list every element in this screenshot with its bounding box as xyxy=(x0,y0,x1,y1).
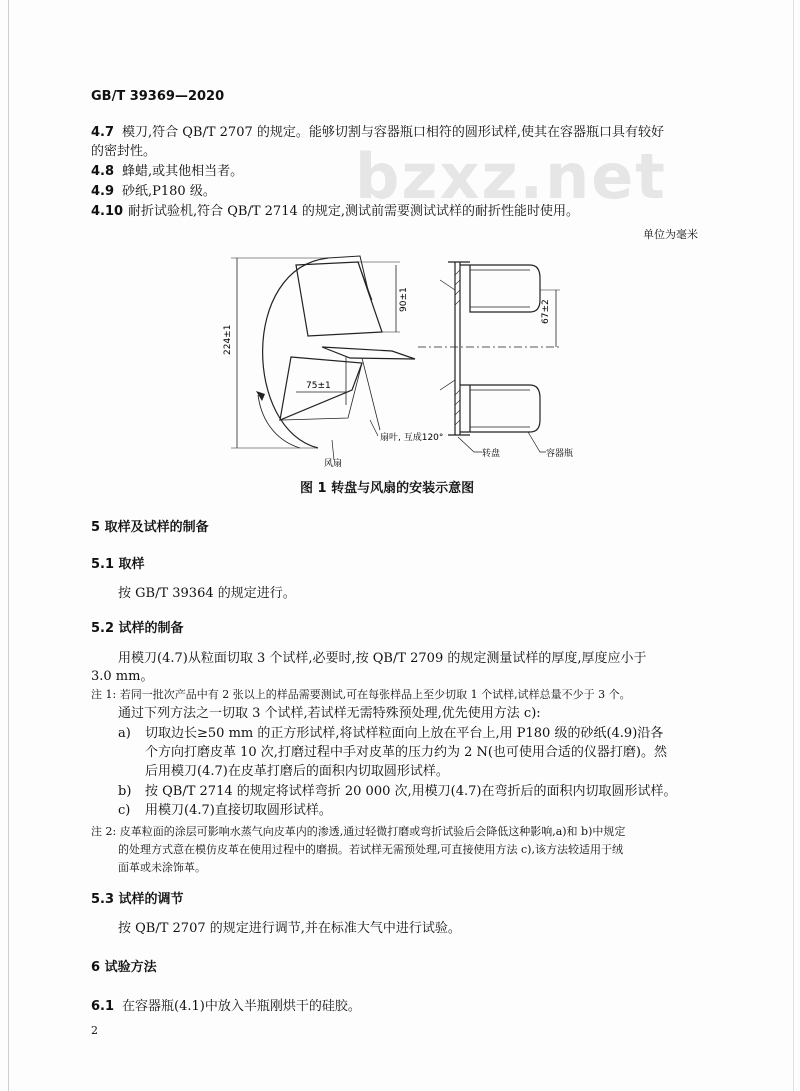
item-4-7-text-cont: 的密封性。 xyxy=(91,144,157,159)
upper-bottle xyxy=(460,265,540,312)
section-6-heading: 6 试验方法 xyxy=(91,960,157,975)
center-blade xyxy=(322,347,415,359)
section-5-1-heading: 5.1 取样 xyxy=(91,557,145,572)
list-item-a-line-3: 后用模刀(4.7)在皮革打磨后的面积内切取圆形试样。 xyxy=(145,764,449,779)
unit-note: 单位为毫米 xyxy=(643,228,698,241)
item-4-10-text: 耐折试验机,符合 QB/T 2714 的规定,测试前需要测试试样的耐折性能时使用。 xyxy=(128,204,580,219)
section-5-2-para1: 用模刀(4.7)从粒面切取 3 个试样,必要时,按 QB/T 2709 的规定测量试样的厚度,厚度应小于 xyxy=(118,651,647,666)
page-number: 2 xyxy=(91,1024,98,1037)
list-item-b-mark: b) xyxy=(118,784,132,799)
list-item-a-mark: a) xyxy=(118,726,131,741)
note-2-line-3: 面革或未涂饰革。 xyxy=(118,861,206,874)
upper-blade xyxy=(296,262,382,336)
section-5-heading: 5 取样及试样的制备 xyxy=(91,520,209,535)
bottle-label: 容器瓶 xyxy=(546,449,574,459)
turntable-plate xyxy=(455,262,460,435)
section-5-3-heading: 5.3 试样的调节 xyxy=(91,892,184,907)
note-2-line-1: 注 2: 皮革粒面的涂层可影响水蒸气向皮革内的渗透,通过轻微打磨或弯折试验后会降低这种影响,a)和 b)中规定 xyxy=(91,825,626,838)
dim-67-label: 67±2 xyxy=(541,299,551,324)
item-4-7-text: 模刀,符合 QB/T 2707 的规定。能够切割与容器瓶口相符的圆形试样,使其在容器瓶口具有较好 xyxy=(122,125,665,140)
rotation-arrow xyxy=(258,395,300,448)
list-item-c-line-1: 用模刀(4.7)直接切取圆形试样。 xyxy=(145,803,332,818)
dim-75-label: 75±1 xyxy=(306,381,331,391)
section-6-1-text: 在容器瓶(4.1)中放入半瓶刚烘干的硅胶。 xyxy=(122,999,361,1014)
turntable-label: 转盘 xyxy=(482,449,501,459)
page-edge-right xyxy=(793,0,794,1091)
section-5-2-para1-cont: 3.0 mm。 xyxy=(91,669,154,684)
item-4-9-number: 4.9 xyxy=(91,184,115,199)
section-5-1-text: 按 GB/T 39364 的规定进行。 xyxy=(118,586,296,601)
list-item-b-line-1: 按 QB/T 2714 的规定将试样弯折 20 000 次,用模刀(4.7)在弯折后的面积内切取圆形试样。 xyxy=(145,784,677,799)
item-4-8-number: 4.8 xyxy=(91,164,115,179)
watermark: bzxz.net xyxy=(355,140,667,213)
item-4-9-text: 砂纸,P180 级。 xyxy=(122,184,216,199)
lower-bottle xyxy=(460,385,540,432)
dim-224-label: 224±1 xyxy=(223,324,233,355)
item-4-8-text: 蜂蜡,或其他相当者。 xyxy=(122,164,244,179)
section-5-3-text: 按 QB/T 2707 的规定进行调节,并在标准大气中进行试验。 xyxy=(118,921,461,936)
item-4-7-number: 4.7 xyxy=(91,125,115,140)
list-item-a-line-2: 个方向打磨皮革 10 次,打磨过程中手对皮革的压力约为 2 N(也可使用合适的仪器打磨)。然 xyxy=(145,745,667,760)
list-item-a-line-1: 切取边长≥50 mm 的正方形试样,将试样粒面向上放在平台上,用 P180 级的砂纸(4.9)沿各 xyxy=(145,726,664,741)
figure-caption: 图 1 转盘与风扇的安装示意图 xyxy=(300,481,475,496)
section-5-2-heading: 5.2 试样的制备 xyxy=(91,621,184,636)
item-4-10-number: 4.10 xyxy=(91,204,124,219)
blade-label: 扇叶, 互成120° xyxy=(380,433,444,443)
standard-header: GB/T 39369—2020 xyxy=(91,89,225,104)
section-6-1-number: 6.1 xyxy=(91,999,115,1014)
dim-90-label: 90±1 xyxy=(399,287,409,312)
note-1: 注 1: 若同一批次产品中有 2 张以上的样品需要测试,可在每张样品上至少切取 1 个试样,试样总量不少于 3 个。 xyxy=(91,688,631,701)
page-edge-left xyxy=(8,0,9,1091)
figure-1-diagram xyxy=(0,240,800,470)
fan-label: 风扇 xyxy=(324,459,343,469)
note-2-line-2: 的处理方式意在模仿皮革在使用过程中的磨损。若试样无需预处理,可直接使用方法 c),该方法较适用于绒 xyxy=(118,843,623,856)
section-5-2-para2: 通过下列方法之一切取 3 个试样,若试样无需特殊预处理,优先使用方法 c): xyxy=(118,706,541,721)
list-item-c-mark: c) xyxy=(118,803,131,818)
